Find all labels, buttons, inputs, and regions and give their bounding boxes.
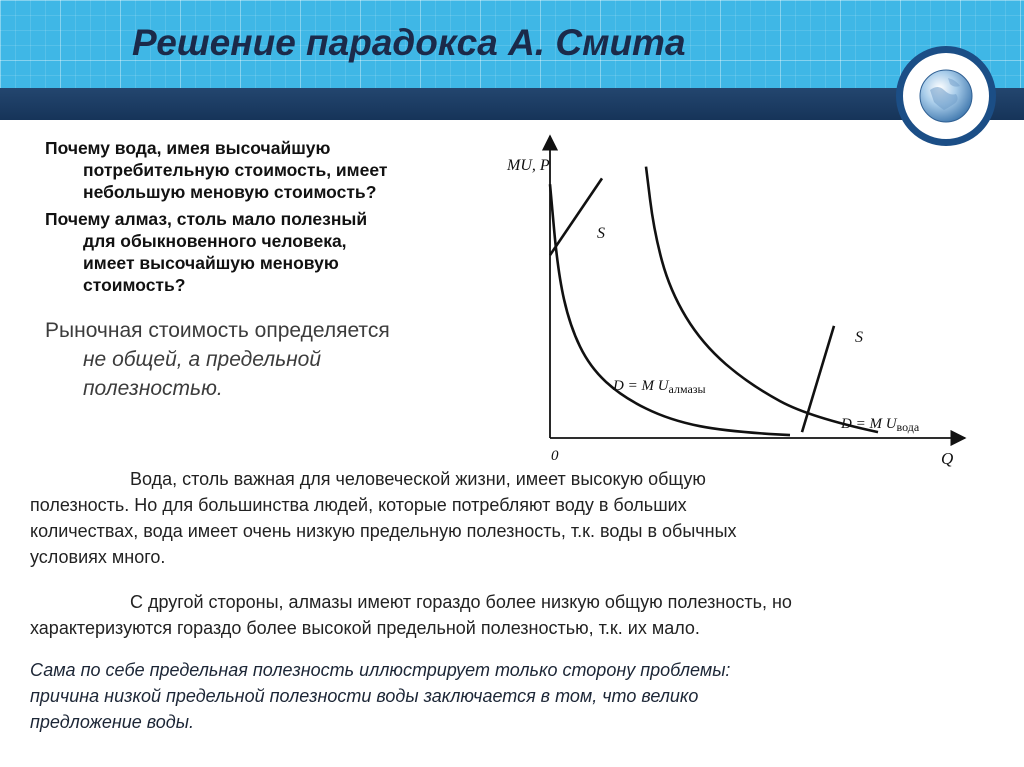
demand-label-diamond: D = M $U_{алмазы}$ <box>613 378 706 396</box>
demand-label-water: D = M $U_{вода}$ <box>841 416 920 434</box>
market-value-statement: Рыночная стоимость определяется не общей, а предельной полезностью. <box>45 319 390 400</box>
paragraph-water: Вода, столь важная для человеческой жизни, имеет высокую общую полезность. Но для большинства людей, которые потребляют воду в больших количествах, вода имеет очень низкую предельную полезность, т.к. воды в обычных условиях много. <box>30 469 737 567</box>
paragraph-diamond: С другой стороны, алмазы имеют гораздо более низкую общую полезность, но характеризуются гораздо более высокой предельной полезностью, т.к. их мало. <box>30 592 792 638</box>
slide-title: Решение парадокса А. Смита <box>132 22 686 63</box>
paragraph-conclusion: Сама по себе предельная полезность иллюстрирует только сторону проблемы: причина низкой предельной полезности воды заключается в том, что велико предложение воды. <box>30 660 731 732</box>
header-bar <box>0 88 1024 120</box>
supply-label-diamond: S <box>597 225 605 242</box>
supply-curve-diamond <box>550 178 602 255</box>
globe-icon <box>918 68 974 124</box>
y-axis-label: MU, P <box>507 157 550 174</box>
utility-chart <box>505 130 975 470</box>
question-diamond: Почему алмаз, столь мало полезный для обыкновенного человека, имеет высочайшую меновую стоимость? <box>45 209 368 295</box>
question-water: Почему вода, имея высочайшую потребительную стоимость, имеет небольшую меновую стоимость? <box>45 138 388 202</box>
demand-curve-diamond <box>550 184 790 435</box>
x-axis-label: Q <box>941 449 954 468</box>
supply-label-water: S <box>855 329 863 346</box>
origin-label: 0 <box>551 448 559 464</box>
